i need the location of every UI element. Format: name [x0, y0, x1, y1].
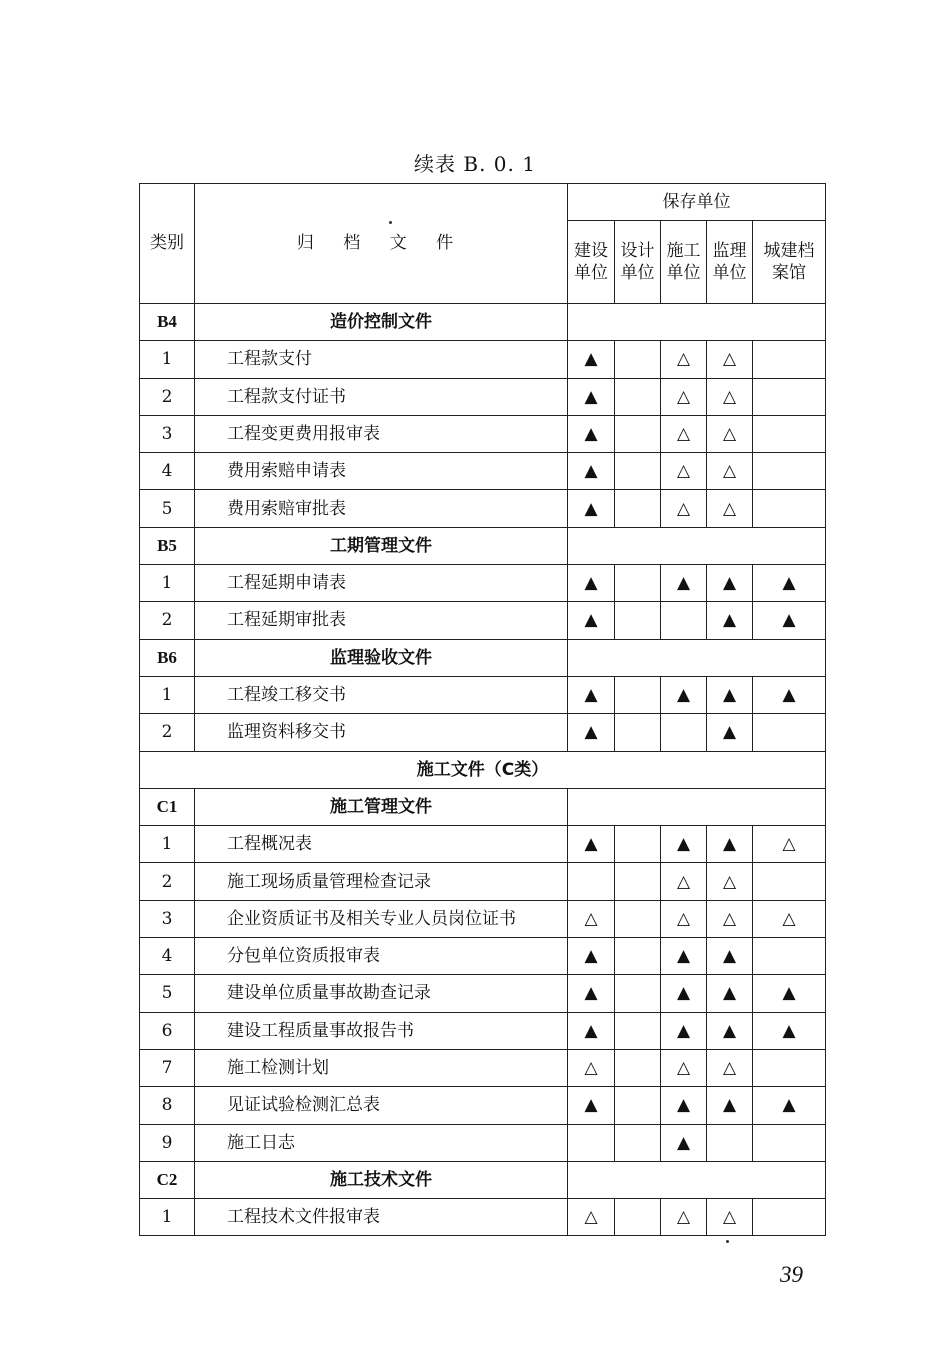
storage-mark — [615, 1049, 661, 1086]
storage-mark: ▲ — [707, 1087, 753, 1124]
storage-mark: △ — [707, 415, 753, 452]
storage-mark — [753, 415, 826, 452]
file-name: 工程延期申请表 — [195, 565, 568, 602]
storage-mark — [707, 1124, 753, 1161]
header-unit-archive: 城建档 案馆 — [753, 221, 826, 304]
storage-mark — [753, 341, 826, 378]
storage-mark: ▲ — [661, 1124, 707, 1161]
storage-mark: ▲ — [753, 1012, 826, 1049]
row-number: 5 — [140, 975, 195, 1012]
storage-mark — [615, 1012, 661, 1049]
row-number: 1 — [140, 565, 195, 602]
section-code: B5 — [140, 527, 195, 564]
file-name: 监理资料移交书 — [195, 714, 568, 751]
storage-mark: ▲ — [568, 378, 615, 415]
file-name: 工程概况表 — [195, 826, 568, 863]
storage-mark: △ — [568, 900, 615, 937]
section-blank — [568, 527, 826, 564]
table-row — [140, 602, 826, 639]
storage-mark: △ — [568, 1049, 615, 1086]
storage-mark — [753, 378, 826, 415]
storage-mark: △ — [707, 453, 753, 490]
row-number: 2 — [140, 863, 195, 900]
row-number: 3 — [140, 415, 195, 452]
file-name: 施工现场质量管理检查记录 — [195, 863, 568, 900]
storage-mark: ▲ — [568, 1087, 615, 1124]
header-category: 类别 — [140, 184, 195, 304]
storage-mark: △ — [661, 415, 707, 452]
section-blank — [568, 304, 826, 341]
storage-mark — [753, 938, 826, 975]
row-number: 1 — [140, 676, 195, 713]
section-title: 施工技术文件 — [195, 1161, 568, 1198]
table-row — [140, 1124, 826, 1161]
row-number: 4 — [140, 938, 195, 975]
page-number: 39 — [780, 1262, 803, 1287]
storage-mark — [615, 900, 661, 937]
storage-mark — [568, 1124, 615, 1161]
storage-mark: ▲ — [661, 1012, 707, 1049]
section-code: B4 — [140, 304, 195, 341]
storage-mark: ▲ — [707, 676, 753, 713]
storage-mark: △ — [707, 378, 753, 415]
table-row — [140, 453, 826, 490]
storage-mark — [615, 341, 661, 378]
row-number: 6 — [140, 1012, 195, 1049]
row-number: 2 — [140, 714, 195, 751]
storage-mark: △ — [661, 1049, 707, 1086]
storage-mark: ▲ — [568, 490, 615, 527]
storage-mark — [615, 1124, 661, 1161]
storage-mark: ▲ — [568, 975, 615, 1012]
section-blank — [568, 788, 826, 825]
table-row — [140, 1199, 826, 1236]
section-row — [140, 304, 826, 341]
section-code: C2 — [140, 1161, 195, 1198]
row-number: 5 — [140, 490, 195, 527]
section-code: B6 — [140, 639, 195, 676]
row-number: 2 — [140, 378, 195, 415]
banner-row — [140, 751, 826, 788]
storage-mark: ▲ — [568, 341, 615, 378]
section-row — [140, 527, 826, 564]
table-row — [140, 975, 826, 1012]
storage-mark: ▲ — [661, 826, 707, 863]
archive-table — [139, 183, 826, 1236]
row-number: 1 — [140, 1199, 195, 1236]
storage-mark — [753, 1049, 826, 1086]
storage-mark — [753, 1124, 826, 1161]
table-row — [140, 415, 826, 452]
table-row — [140, 1012, 826, 1049]
storage-mark: ▲ — [707, 565, 753, 602]
storage-mark: △ — [661, 341, 707, 378]
section-row — [140, 639, 826, 676]
storage-mark — [615, 863, 661, 900]
storage-mark — [615, 490, 661, 527]
storage-mark: ▲ — [568, 453, 615, 490]
file-name: 工程延期审批表 — [195, 602, 568, 639]
storage-mark: △ — [568, 1199, 615, 1236]
storage-mark: △ — [661, 900, 707, 937]
storage-mark: ▲ — [661, 676, 707, 713]
section-title: 工期管理文件 — [195, 527, 568, 564]
storage-mark: △ — [661, 453, 707, 490]
row-number: 1 — [140, 826, 195, 863]
storage-mark — [615, 565, 661, 602]
table-row — [140, 714, 826, 751]
table-caption: 续表 B. 0. 1 — [414, 152, 536, 176]
file-name: 工程款支付 — [195, 341, 568, 378]
storage-mark: ▲ — [568, 565, 615, 602]
file-name: 施工日志 — [195, 1124, 568, 1161]
row-number: 9 — [140, 1124, 195, 1161]
storage-mark: △ — [707, 1199, 753, 1236]
storage-mark: ▲ — [753, 565, 826, 602]
file-name: 费用索赔申请表 — [195, 453, 568, 490]
row-number: 3 — [140, 900, 195, 937]
storage-mark — [615, 1199, 661, 1236]
storage-mark: ▲ — [753, 975, 826, 1012]
table-row — [140, 676, 826, 713]
file-name: 见证试验检测汇总表 — [195, 1087, 568, 1124]
storage-mark: ▲ — [707, 975, 753, 1012]
header-unit-supervisor: 监理 单位 — [707, 221, 753, 304]
file-name: 企业资质证书及相关专业人员岗位证书 — [195, 900, 568, 937]
file-name: 建设工程质量事故报告书 — [195, 1012, 568, 1049]
storage-mark: ▲ — [661, 1087, 707, 1124]
section-blank — [568, 639, 826, 676]
row-number: 4 — [140, 453, 195, 490]
file-name: 工程款支付证书 — [195, 378, 568, 415]
storage-mark — [661, 714, 707, 751]
section-row — [140, 1161, 826, 1198]
storage-mark — [615, 453, 661, 490]
storage-mark: ▲ — [568, 714, 615, 751]
storage-mark: △ — [661, 378, 707, 415]
storage-mark: △ — [707, 341, 753, 378]
banner-title: 施工文件（C类） — [140, 751, 826, 788]
storage-mark: △ — [753, 826, 826, 863]
file-name: 工程技术文件报审表 — [195, 1199, 568, 1236]
storage-mark: △ — [707, 863, 753, 900]
row-number: 2 — [140, 602, 195, 639]
storage-mark — [615, 938, 661, 975]
storage-mark — [753, 490, 826, 527]
storage-mark: ▲ — [568, 826, 615, 863]
row-number: 7 — [140, 1049, 195, 1086]
section-title: 造价控制文件 — [195, 304, 568, 341]
storage-mark: △ — [661, 490, 707, 527]
storage-mark: ▲ — [568, 938, 615, 975]
storage-mark: ▲ — [707, 714, 753, 751]
storage-mark — [615, 975, 661, 1012]
storage-mark: △ — [661, 863, 707, 900]
table-row — [140, 826, 826, 863]
table-row — [140, 490, 826, 527]
storage-mark — [615, 676, 661, 713]
table-row — [140, 1087, 826, 1124]
decorative-dot — [726, 1240, 729, 1243]
file-name: 工程变更费用报审表 — [195, 415, 568, 452]
file-name: 施工检测计划 — [195, 1049, 568, 1086]
storage-mark — [753, 1199, 826, 1236]
storage-mark: ▲ — [707, 1012, 753, 1049]
storage-mark — [615, 415, 661, 452]
storage-mark: ▲ — [707, 602, 753, 639]
storage-mark: △ — [753, 900, 826, 937]
row-number: 8 — [140, 1087, 195, 1124]
storage-mark: ▲ — [753, 1087, 826, 1124]
storage-mark: ▲ — [661, 975, 707, 1012]
table-row — [140, 341, 826, 378]
header-storage: 保存单位 — [568, 184, 826, 221]
storage-mark: △ — [707, 900, 753, 937]
storage-mark: ▲ — [568, 415, 615, 452]
file-name: 工程竣工移交书 — [195, 676, 568, 713]
storage-mark: △ — [661, 1199, 707, 1236]
header-unit-design: 设计 单位 — [615, 221, 661, 304]
storage-mark: ▲ — [661, 938, 707, 975]
storage-mark — [753, 714, 826, 751]
table-row — [140, 1049, 826, 1086]
header-unit-construction: 建设 单位 — [568, 221, 615, 304]
section-title: 施工管理文件 — [195, 788, 568, 825]
file-name: 分包单位资质报审表 — [195, 938, 568, 975]
storage-mark — [753, 863, 826, 900]
table-row — [140, 900, 826, 937]
storage-mark — [615, 602, 661, 639]
section-title: 监理验收文件 — [195, 639, 568, 676]
storage-mark — [615, 826, 661, 863]
storage-mark — [615, 714, 661, 751]
storage-mark: ▲ — [753, 676, 826, 713]
storage-mark: ▲ — [753, 602, 826, 639]
section-blank — [568, 1161, 826, 1198]
storage-mark — [615, 1087, 661, 1124]
storage-mark — [615, 378, 661, 415]
storage-mark — [568, 863, 615, 900]
file-name: 费用索赔审批表 — [195, 490, 568, 527]
header-row-top — [140, 184, 826, 221]
storage-mark — [753, 453, 826, 490]
storage-mark: ▲ — [707, 826, 753, 863]
table-row — [140, 378, 826, 415]
storage-mark: ▲ — [568, 1012, 615, 1049]
file-name: 建设单位质量事故勘查记录 — [195, 975, 568, 1012]
header-unit-builder: 施工 单位 — [661, 221, 707, 304]
section-row — [140, 788, 826, 825]
storage-mark: ▲ — [707, 938, 753, 975]
table-row — [140, 863, 826, 900]
storage-mark: ▲ — [568, 602, 615, 639]
storage-mark: ▲ — [568, 676, 615, 713]
storage-mark: △ — [707, 1049, 753, 1086]
header-files: 归 档 文 件 — [195, 184, 568, 304]
table-row — [140, 565, 826, 602]
table-row — [140, 938, 826, 975]
storage-mark: △ — [707, 490, 753, 527]
row-number: 1 — [140, 341, 195, 378]
storage-mark: ▲ — [661, 565, 707, 602]
section-code: C1 — [140, 788, 195, 825]
storage-mark — [661, 602, 707, 639]
